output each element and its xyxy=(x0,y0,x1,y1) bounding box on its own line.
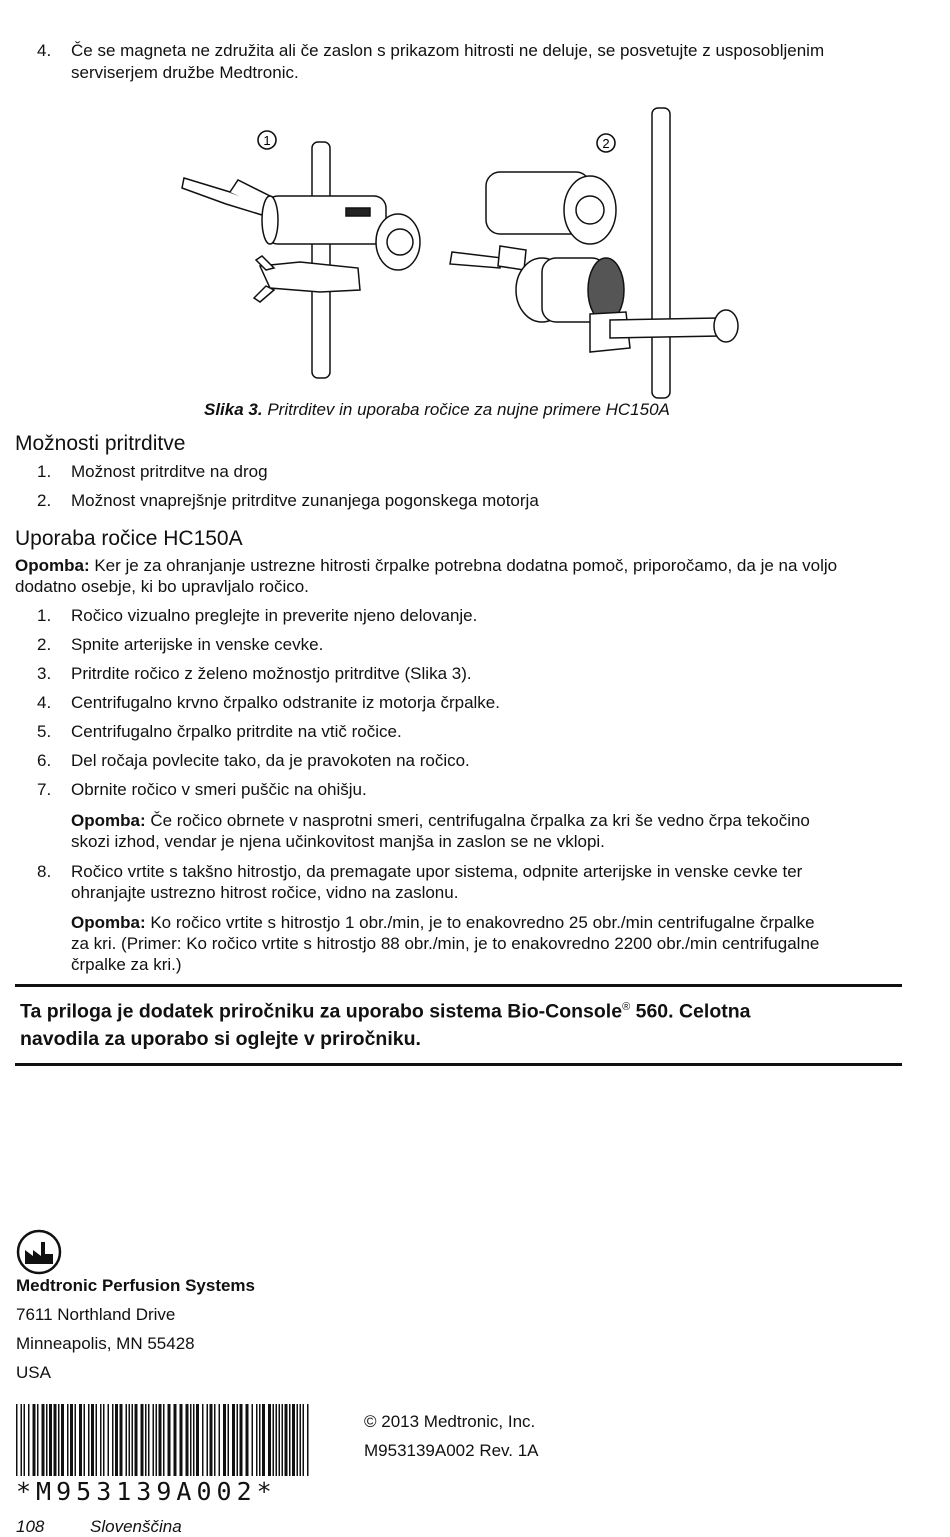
barcode-bar xyxy=(120,1404,123,1476)
barcode-bar xyxy=(282,1404,284,1476)
barcode-bar xyxy=(159,1404,162,1476)
barcode-bar xyxy=(103,1404,105,1476)
barcode-text: *M953139A002* xyxy=(16,1477,277,1506)
barcode-bar xyxy=(163,1404,165,1476)
manufacturer-city: Minneapolis, MN 55428 xyxy=(16,1334,195,1353)
barcode-bar xyxy=(289,1404,291,1476)
barcode-bar xyxy=(96,1404,98,1476)
barcode-bar xyxy=(219,1404,221,1476)
barcode-bar xyxy=(174,1404,177,1476)
callout-top-rule xyxy=(15,984,902,987)
barcode-bar xyxy=(100,1404,102,1476)
footer-language: Slovenščina xyxy=(90,1517,182,1536)
usage-note: Opomba: Ker je za ohranjanje ustrezne hitrosti črpalke potrebna dodatna pomoč, priporočamo, da je na voljo dodatno osebje, ki bo upravljalo ročico. xyxy=(15,556,838,596)
figure-hc150a-crank xyxy=(170,100,750,400)
barcode-bar xyxy=(84,1404,86,1476)
manufacturer-country: USA xyxy=(16,1363,51,1382)
barcode-bar xyxy=(214,1404,216,1476)
barcode-bar xyxy=(228,1404,230,1476)
callout-1: 1 xyxy=(263,133,271,148)
barcode-bar xyxy=(207,1404,209,1476)
barcode-bar xyxy=(70,1404,73,1476)
barcode-bar xyxy=(303,1404,305,1476)
barcode-bar xyxy=(112,1404,114,1476)
manufacturer-name: Medtronic Perfusion Systems xyxy=(16,1276,256,1295)
pole-mount-illustration xyxy=(182,142,420,378)
barcode-bar xyxy=(132,1404,134,1476)
barcode-bar xyxy=(24,1404,26,1476)
barcode-bar xyxy=(28,1404,30,1476)
barcode-bar xyxy=(16,1404,18,1476)
barcode-bar xyxy=(300,1404,302,1476)
barcode-bar xyxy=(232,1404,235,1476)
barcode-bar xyxy=(196,1404,199,1476)
mounting-heading: Možnosti pritrditve xyxy=(15,432,186,455)
barcode-bar xyxy=(145,1404,147,1476)
barcode-bar xyxy=(21,1404,23,1476)
barcode-bar xyxy=(292,1404,295,1476)
manufacturer-icon xyxy=(15,1228,63,1276)
usage-note-7: Opomba: Če ročico obrnete v nasprotni smeri, centrifugalna črpalka za kri še vedno črpa tekočino skozi izhod, vendar je njena učinkovitost manjša in zaslon se ne vklopi. xyxy=(71,811,810,851)
barcode-bar xyxy=(223,1404,226,1476)
barcode-bar xyxy=(148,1404,150,1476)
figure-caption: Slika 3. Pritrditev in uporaba ročice za nujne primere HC150A xyxy=(204,400,670,419)
barcode-bar xyxy=(88,1404,90,1476)
barcode-bar xyxy=(297,1404,299,1476)
barcode-bar xyxy=(61,1404,64,1476)
barcode-bar xyxy=(42,1404,45,1476)
barcode-bar xyxy=(237,1404,239,1476)
barcode-bar xyxy=(273,1404,275,1476)
barcode-bar xyxy=(153,1404,155,1476)
barcode-bar xyxy=(79,1404,82,1476)
barcode xyxy=(14,1404,314,1476)
barcode-bar xyxy=(210,1404,213,1476)
barcode-bar xyxy=(202,1404,204,1476)
barcode-bar xyxy=(126,1404,128,1476)
drive-motor-mount-illustration xyxy=(450,108,738,398)
barcode-bar xyxy=(307,1404,309,1476)
copyright: © 2013 Medtronic, Inc. xyxy=(364,1412,536,1431)
barcode-bar xyxy=(168,1404,171,1476)
barcode-bar xyxy=(252,1404,254,1476)
callout-text: Ta priloga je dodatek priročniku za uporabo sistema Bio-Console® 560. Celotna navodila za uporabo si oglejte v priročniku. xyxy=(20,1000,751,1050)
barcode-bar xyxy=(75,1404,77,1476)
barcode-bar xyxy=(276,1404,278,1476)
barcode-bar xyxy=(37,1404,39,1476)
barcode-bar xyxy=(193,1404,195,1476)
barcode-bar xyxy=(285,1404,288,1476)
barcode-bar xyxy=(262,1404,265,1476)
barcode-bar xyxy=(156,1404,158,1476)
barcode-bar xyxy=(135,1404,138,1476)
barcode-bar xyxy=(268,1404,271,1476)
barcode-bar xyxy=(259,1404,261,1476)
barcode-bar xyxy=(240,1404,243,1476)
barcode-bar xyxy=(46,1404,48,1476)
manufacturer-street: 7611 Northland Drive xyxy=(16,1305,176,1324)
usage-note-8: Opomba: Ko ročico vrtite s hitrostjo 1 obr./min, je to enakovredno 25 obr./min centrifugalne črpalke za kri. (Primer: Ko ročico vrtite s hitrostjo 88 obr./min, je to enakovredno 2200 obr./min centrifugalne črpalke za kri.) xyxy=(71,913,820,974)
barcode-bar xyxy=(67,1404,69,1476)
document-number: M953139A002 Rev. 1A xyxy=(364,1441,539,1460)
barcode-bar xyxy=(180,1404,183,1476)
callout-2: 2 xyxy=(602,136,610,151)
usage-heading: Uporaba ročice HC150A xyxy=(15,527,243,550)
barcode-bar xyxy=(129,1404,131,1476)
barcode-bar xyxy=(54,1404,57,1476)
barcode-bar xyxy=(115,1404,118,1476)
barcode-bar xyxy=(91,1404,94,1476)
barcode-bar xyxy=(49,1404,52,1476)
barcode-bar xyxy=(186,1404,189,1476)
barcode-bar xyxy=(33,1404,36,1476)
page-number: 108 xyxy=(16,1517,45,1536)
barcode-bar xyxy=(141,1404,144,1476)
barcode-bar xyxy=(190,1404,192,1476)
barcode-bar xyxy=(108,1404,110,1476)
barcode-bar xyxy=(58,1404,60,1476)
barcode-bar xyxy=(256,1404,258,1476)
callout-bottom-rule xyxy=(15,1063,902,1066)
barcode-bar xyxy=(246,1404,249,1476)
barcode-bar xyxy=(279,1404,281,1476)
